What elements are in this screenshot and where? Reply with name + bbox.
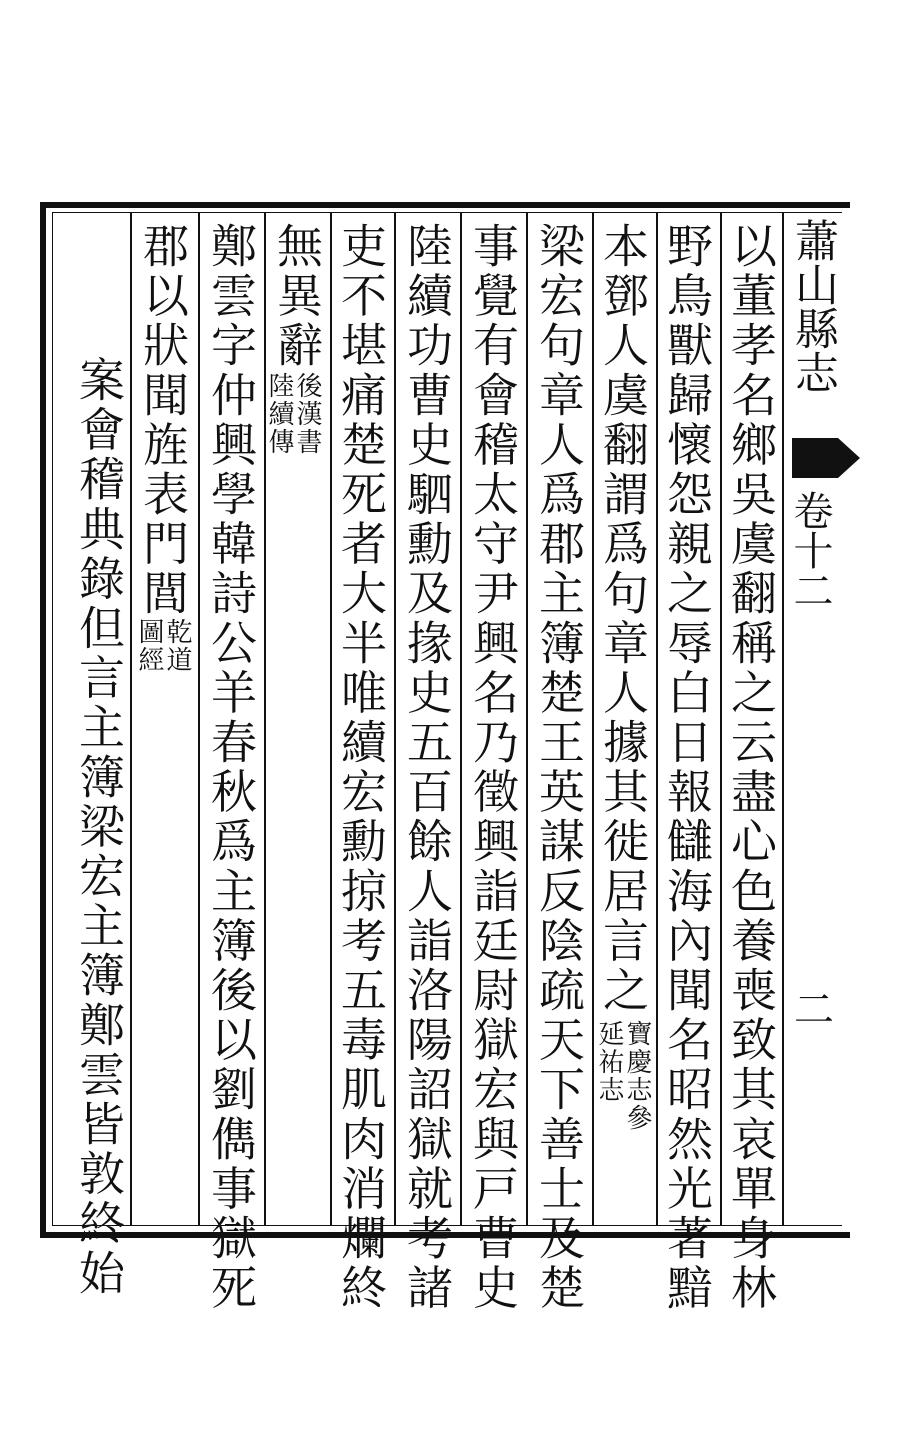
gutter-volume: 卷十二	[787, 490, 833, 610]
text-column-10: 郡以狀聞旌表門閭	[136, 222, 190, 619]
text-column-3: 本鄧人虞翻謂爲句章人據其徙居言之	[596, 222, 650, 1016]
annotation-col3-b: 延祐志	[594, 1020, 624, 1104]
annotation-col3-a: 寶慶志參	[622, 1020, 652, 1132]
column-rule	[526, 212, 528, 1226]
text-column-7: 吏不堪痛楚死者大半唯續宏勳掠考五毒肌肉消爛終	[334, 222, 388, 1314]
text-column-6: 陸續功曹史駟勳及掾史五百餘人詣洛陽詔獄就考諸	[400, 222, 454, 1314]
gutter-title: 蕭山縣志	[787, 218, 838, 394]
column-rule	[720, 212, 722, 1226]
column-rule	[198, 212, 200, 1226]
column-rule	[130, 212, 132, 1226]
text-column-9: 鄭雲字仲興學韓詩公羊春秋爲主簿後以劉儁事獄死	[204, 222, 258, 1314]
text-column-11: 案會稽典錄但言主簿梁宏主簿鄭雲皆敦終始	[72, 356, 126, 1299]
gutter-page-number: 二	[794, 987, 834, 1033]
column-rule	[782, 212, 784, 1226]
text-column-4: 梁宏句章人爲郡主簿楚王英謀反陰疏天下善士及楚	[532, 222, 586, 1314]
column-rule	[330, 212, 332, 1226]
column-rule	[394, 212, 396, 1226]
gutter-fishtail-mark	[792, 438, 838, 478]
column-rule	[460, 212, 462, 1226]
text-column-2: 野鳥獸歸懷怨親之辱白日報讎海內聞名昭然光著黯	[660, 222, 714, 1314]
text-column-1: 以董孝名鄉吳虞翻稱之云盡心色養喪致其哀單身林	[724, 222, 778, 1314]
annotation-col10-a: 乾道	[162, 618, 192, 674]
column-rule	[264, 212, 266, 1226]
annotation-col8-a: 後漢書	[292, 372, 322, 456]
annotation-col10-b: 圖經	[134, 618, 164, 674]
text-column-8: 無異辭	[270, 222, 324, 371]
column-rule	[656, 212, 658, 1226]
text-column-5: 事覺有會稽太守尹興名乃徵興詣廷尉獄宏與戸曹史	[466, 222, 520, 1314]
annotation-col8-b: 陸續傳	[264, 372, 294, 456]
